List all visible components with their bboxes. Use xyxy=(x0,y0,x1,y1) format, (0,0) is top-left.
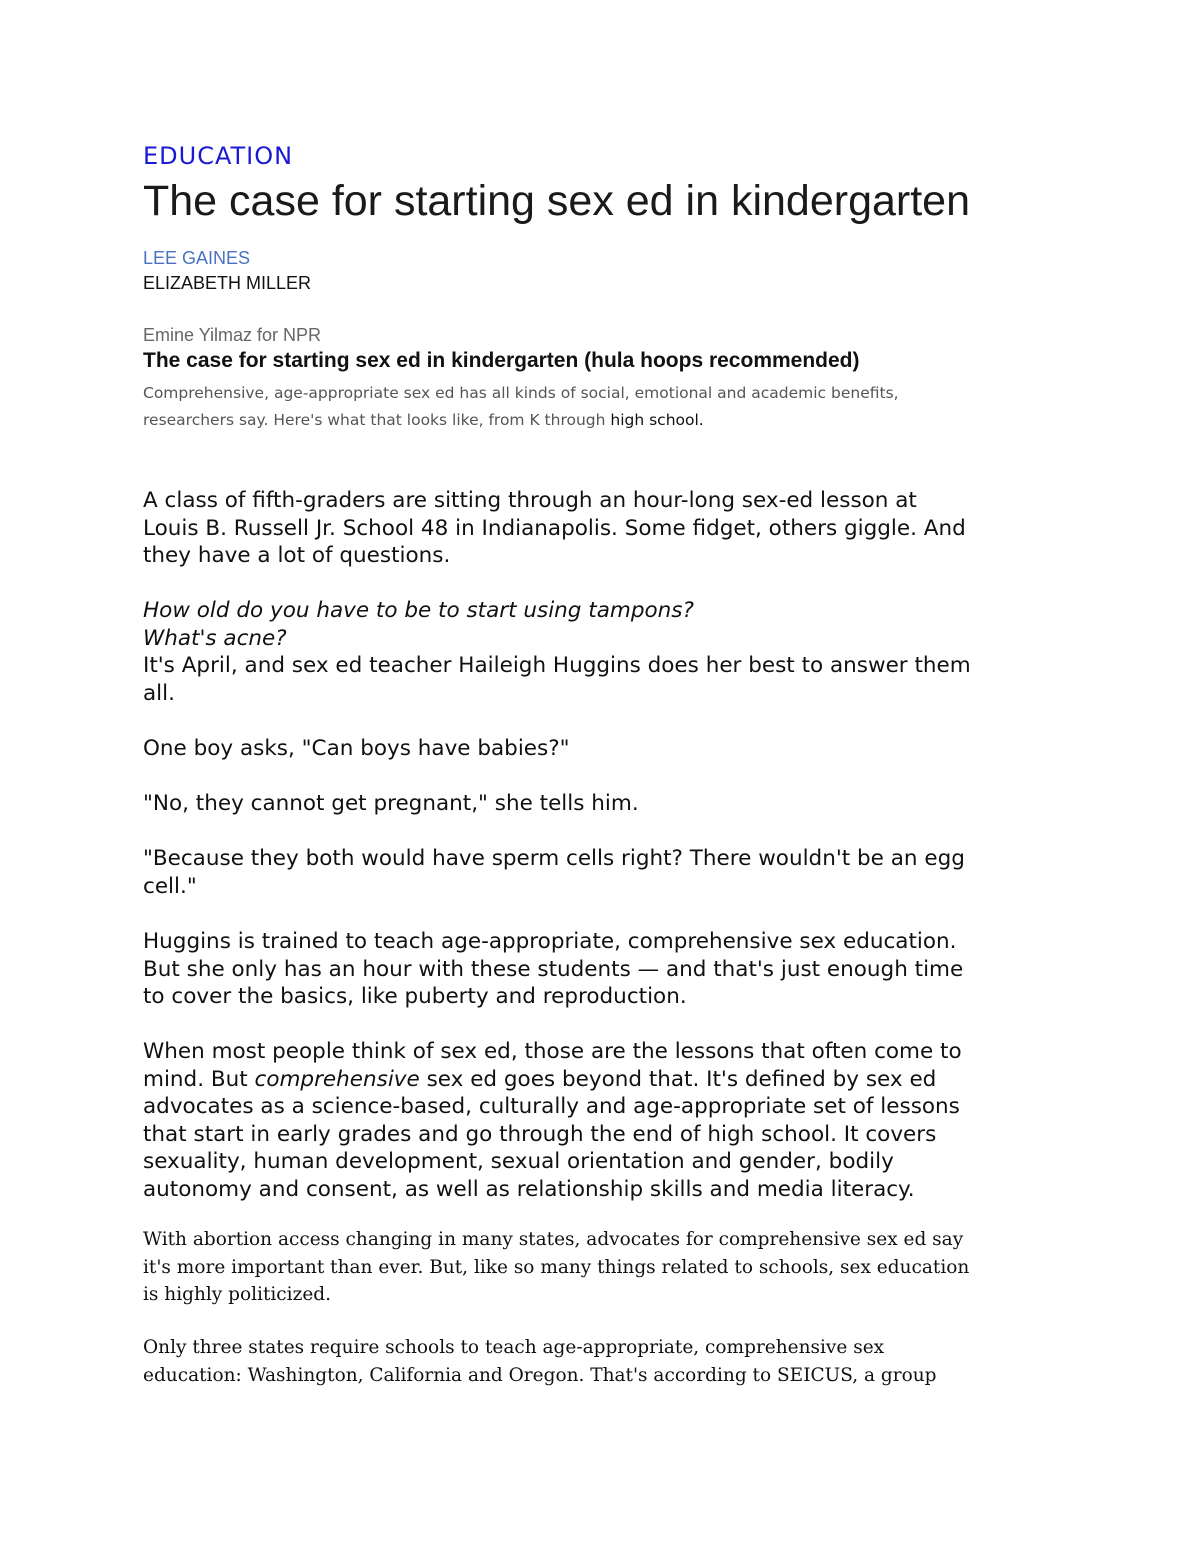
image-credit: Emine Yilmaz for NPR xyxy=(143,325,322,345)
text-line: to cover the basics, like puberty and reproduction. xyxy=(143,984,687,1009)
text-line: autonomy and consent, as well as relationship skills and media literacy. xyxy=(143,1176,915,1202)
text-run: sex ed goes beyond that. It's defined by sex ed xyxy=(419,1066,937,1092)
text-line: One boy asks, "Can boys have babies?" xyxy=(143,736,570,761)
text-line: sexuality, human development, sexual orientation and gender, bodily xyxy=(143,1149,894,1174)
paragraph xyxy=(143,845,1063,900)
paragraph xyxy=(143,487,1063,570)
text-line: It's April, and sex ed teacher Haileigh Huggins does her best to answer them xyxy=(143,653,971,678)
sub-headline: The case for starting sex ed in kindergarten (hula hoops recommended) xyxy=(143,349,860,372)
author-name: ELIZABETH MILLER xyxy=(143,273,312,293)
question-line: How old do you have to be to start using tampons? xyxy=(143,598,694,623)
section-label: EDUCATION xyxy=(143,142,294,170)
text-line xyxy=(143,1066,1063,1094)
text-line: Huggins is trained to teach age-appropriate, comprehensive sex education. xyxy=(143,929,957,954)
paragraph xyxy=(143,1334,1063,1389)
article-headline: The case for starting sex ed in kindergarten xyxy=(143,177,970,225)
text-line: When most people think of sex ed, those are the lessons that often come to xyxy=(143,1039,962,1064)
summary-line: Comprehensive, age-appropriate sex ed has all kinds of social, emotional and academic benefits, xyxy=(143,384,899,402)
author-link[interactable]: LEE GAINES xyxy=(143,248,251,268)
text-line: But she only has an hour with these students — and that's just enough time xyxy=(143,956,964,982)
paragraph xyxy=(143,1038,1063,1203)
text-line: advocates as a science-based, culturally and age-appropriate set of lessons xyxy=(143,1094,960,1119)
paragraph xyxy=(143,735,1063,763)
text-line: education: Washington, California and Oregon. That's according to SEICUS, a group xyxy=(143,1364,937,1386)
summary-line xyxy=(143,407,1003,434)
question-line: What's acne? xyxy=(143,625,287,651)
text-line: all. xyxy=(143,680,175,706)
summary-text: researchers say. Here's what that looks like, from K through xyxy=(143,411,611,429)
text-line: it's more important than ever. But, like so many things related to schools, sex education xyxy=(143,1256,970,1278)
paragraph xyxy=(143,597,1063,707)
text-line: With abortion access changing in many states, advocates for comprehensive sex ed say xyxy=(143,1229,964,1250)
emphasis-text: comprehensive xyxy=(254,1066,420,1092)
text-line: is highly politicized. xyxy=(143,1284,331,1305)
paragraph xyxy=(143,928,1063,1011)
text-line: "No, they cannot get pregnant," she tells him. xyxy=(143,791,639,816)
text-run: mind. But xyxy=(143,1066,255,1092)
text-line: A class of fifth-graders are sitting through an hour-long sex-ed lesson at xyxy=(143,488,917,513)
text-line: that start in early grades and go through the end of high school. It covers xyxy=(143,1121,937,1147)
text-line: "Because they both would have sperm cells right? There wouldn't be an egg xyxy=(143,846,965,871)
text-line: cell." xyxy=(143,873,197,899)
text-line: Louis B. Russell Jr. School 48 in Indianapolis. Some fidget, others giggle. And xyxy=(143,515,966,541)
article-summary xyxy=(143,380,1003,434)
text-line: Only three states require schools to teach age-appropriate, comprehensive sex xyxy=(143,1337,885,1358)
text-line: they have a lot of questions. xyxy=(143,543,451,568)
paragraph xyxy=(143,790,1063,818)
paragraph xyxy=(143,1226,1063,1309)
summary-text: high school. xyxy=(610,411,704,429)
